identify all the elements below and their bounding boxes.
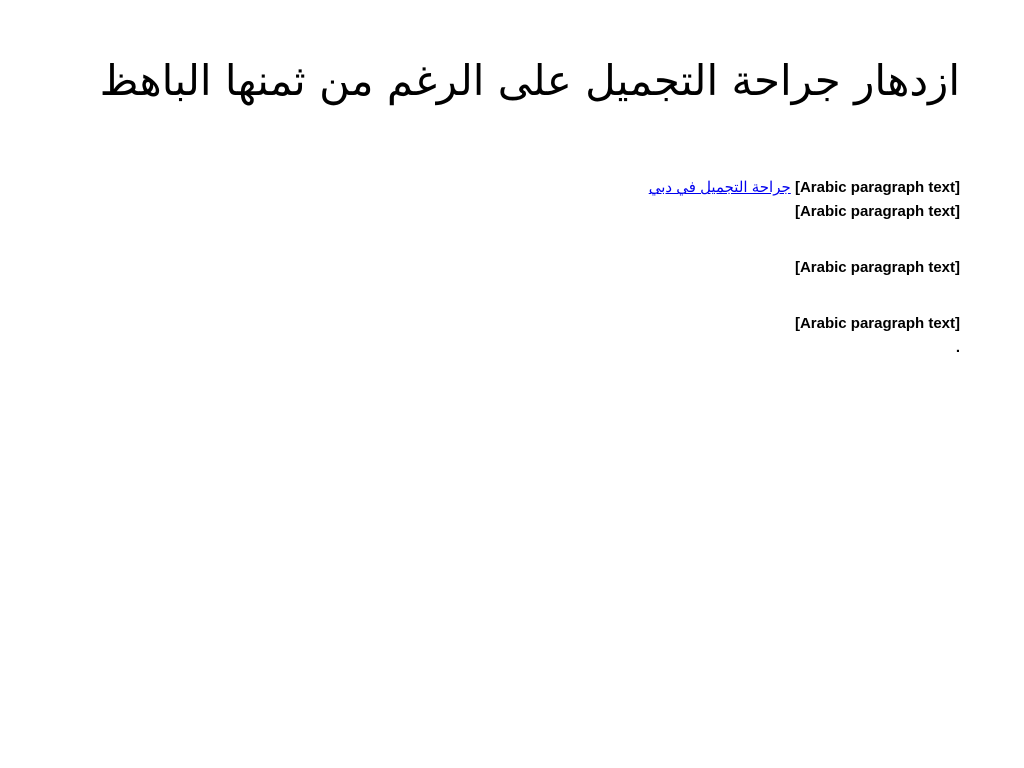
paragraph-intro-text: [Arabic paragraph text] [794, 179, 960, 197]
paragraph-spacer [64, 280, 960, 312]
slide-content [64, 176, 960, 360]
cosmetic-surgery-dubai-link[interactable]: جراحة التجميل في دبي [648, 179, 791, 197]
paragraph-spacer [64, 224, 960, 256]
closing-dot: . [955, 339, 960, 357]
paragraph-liposuction: [Arabic paragraph text] [794, 203, 960, 221]
paragraph-candidates: [Arabic paragraph text] [794, 259, 960, 277]
paragraph-intro [64, 176, 960, 200]
paragraph-obesity: [Arabic paragraph text] [794, 315, 960, 333]
slide-title: ازدهار جراحة التجميل على الرغم من ثمنها الباهظ [99, 56, 960, 105]
